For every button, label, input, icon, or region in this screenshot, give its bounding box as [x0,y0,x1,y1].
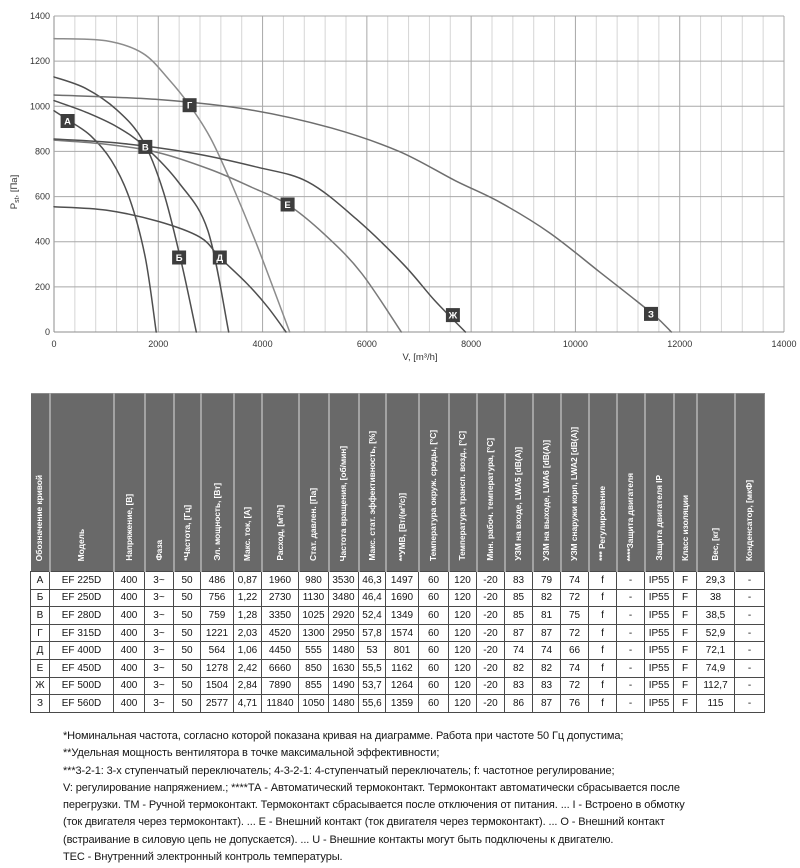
y-tick-label: 200 [34,281,50,292]
col-header-label: УЗМ на выходе, LWA6 [dB(A)] [541,440,552,561]
cell: EF 250D [50,589,114,607]
cell: 1497 [386,572,419,590]
col-header-1 [50,394,114,572]
curve-label-text: В [141,142,149,154]
cell: 60 [419,572,449,590]
col-header-label: **УМВ, [Вт/(м³/с)] [396,492,407,561]
curve-label-Г [183,98,197,112]
cell: 400 [114,624,145,642]
cell: 2577 [201,695,234,713]
cell: 759 [201,607,234,625]
col-header-9 [329,394,359,572]
cell: 850 [299,659,329,677]
col-header-10 [359,394,386,572]
cell: 1690 [386,589,419,607]
col-header-label: ****Защита двигателя [625,472,636,561]
cell: 1,28 [234,607,262,625]
cell: 855 [299,677,329,695]
cell: -20 [477,589,505,607]
col-header-label: Температура трансп. возд., [°C] [457,431,468,561]
cell: 75 [561,607,589,625]
col-header-16 [533,394,561,572]
curve-Г [54,39,290,332]
fan-curves-svg [0,0,800,372]
col-header-7 [262,394,299,572]
cell: 72 [561,624,589,642]
cell: 1162 [386,659,419,677]
performance-chart [0,0,800,372]
cell: - [617,677,645,695]
y-tick-label: 0 [44,327,50,337]
cell: - [735,695,765,713]
cell: 2730 [262,589,299,607]
cell: 60 [419,677,449,695]
y-tick-label: 600 [34,191,50,202]
col-header-label: Модель [76,528,87,561]
cell: 11840 [262,695,299,713]
col-header-23 [735,394,765,572]
col-header-5 [201,394,234,572]
table-row-Г [31,624,765,642]
cell: 85 [505,607,533,625]
table-row-Д [31,642,765,660]
cell: - [735,589,765,607]
col-header-19 [617,394,645,572]
cell: 1130 [299,589,329,607]
cell: 2950 [329,624,359,642]
cell: 3~ [145,642,174,660]
cell: 400 [114,589,145,607]
cell: 1960 [262,572,299,590]
col-header-label: Обозначение кривой [34,474,45,561]
cell: 1480 [329,642,359,660]
table-row-Б [31,589,765,607]
x-axis-label: V, [m³/h] [402,352,438,363]
cell: 1349 [386,607,419,625]
col-header-21 [674,394,697,572]
cell: 72,1 [697,642,735,660]
x-tick-label: 8000 [461,339,482,349]
curve-label-text: Г [186,100,193,112]
cell: IP55 [645,607,674,625]
cell: - [617,642,645,660]
cell: 3~ [145,624,174,642]
curve-label-text: Ж [448,310,458,322]
cell: 0,87 [234,572,262,590]
cell: -20 [477,642,505,660]
cell: 82 [505,659,533,677]
cell: f [589,695,617,713]
col-header-18 [589,394,617,572]
col-header-15 [505,394,533,572]
cell: 87 [505,624,533,642]
cell: -20 [477,624,505,642]
table-row-З [31,695,765,713]
cell: 74 [533,642,561,660]
cell: 38,5 [697,607,735,625]
col-header-label: *Частота, [Гц] [181,505,192,561]
footnotes [63,728,763,866]
cell: - [735,642,765,660]
cell: f [589,659,617,677]
col-header-label: Стат. давлен. [Па] [308,488,319,561]
col-header-4 [174,394,201,572]
cell: 2,03 [234,624,262,642]
cell: 3~ [145,677,174,695]
cell: 52,4 [359,607,386,625]
cell: 60 [419,607,449,625]
cell: 1300 [299,624,329,642]
cell: 50 [174,642,201,660]
cell: 1490 [329,677,359,695]
col-header-label: Расход, [м³/h] [274,505,285,561]
col-header-label: Защита двигателя IP [653,475,664,561]
x-tick-label: 14000 [771,339,797,349]
cell: IP55 [645,659,674,677]
x-tick-label: 2000 [148,339,169,349]
cell: 400 [114,572,145,590]
cell: - [735,572,765,590]
cell: 120 [449,607,477,625]
footnote-line: (ток двигателя через термоконтакт). ... Е - Внешний контакт (ток двигателя через термоконтакт). ... О - Внешний контакт [63,816,665,829]
cell: 76 [561,695,589,713]
cell: F [674,572,697,590]
cell: EF 280D [50,607,114,625]
x-tick-label: 4000 [252,339,273,349]
cell: IP55 [645,695,674,713]
y-tick-label: 1000 [29,101,50,112]
cell: f [589,624,617,642]
cell: 74 [561,572,589,590]
curve-label-text: Б [175,253,183,265]
col-header-label: Мин. рабоч. температура, [°C] [485,438,496,561]
col-header-0 [31,394,50,572]
cell: А [31,572,50,590]
cell: 120 [449,677,477,695]
cell: 50 [174,607,201,625]
cell: З [31,695,50,713]
cell: 1480 [329,695,359,713]
cell: В [31,607,50,625]
cell: IP55 [645,677,674,695]
cell: 50 [174,572,201,590]
y-tick-label: 1200 [29,56,50,67]
cell: 2920 [329,607,359,625]
col-header-8 [299,394,329,572]
footnote-line: перегрузки. ТМ - Ручной термоконтакт. Термоконтакт сбрасывается после отключения от питания. ... I - Встроено в обмотку [63,799,685,812]
cell: -20 [477,695,505,713]
cell: 85 [505,589,533,607]
cell: 1264 [386,677,419,695]
cell: f [589,642,617,660]
y-tick-label: 1400 [29,11,50,21]
cell: 60 [419,659,449,677]
cell: F [674,624,697,642]
cell: 120 [449,624,477,642]
cell: 60 [419,642,449,660]
cell: 87 [533,624,561,642]
cell: 1050 [299,695,329,713]
cell: - [617,624,645,642]
footnote-line: ***3-2-1: 3-х ступенчатый переключатель; 4-3-2-1: 4-ступенчатый переключатель; f: частотное регулирование; [63,764,615,777]
cell: 1574 [386,624,419,642]
footnote-line: (встраивание в силовую цепь не допускается). ... U - Внешние контакты могут быть подключены к двигателю. [63,833,614,846]
curve-label-Б [172,251,186,265]
cell: 3~ [145,572,174,590]
x-tick-label: 0 [51,339,57,349]
cell: 1221 [201,624,234,642]
cell: 120 [449,659,477,677]
cell: F [674,607,697,625]
cell: EF 225D [50,572,114,590]
cell: - [617,659,645,677]
curve-label-З [644,307,658,321]
cell: 112,7 [697,677,735,695]
cell: 83 [505,677,533,695]
cell: IP55 [645,642,674,660]
cell: - [735,677,765,695]
cell: 46,3 [359,572,386,590]
cell: 53 [359,642,386,660]
cell: - [735,624,765,642]
col-header-label: Частота вращения, [об/мин] [338,445,349,561]
cell: 400 [114,659,145,677]
cell: 120 [449,572,477,590]
cell: 50 [174,695,201,713]
cell: - [735,659,765,677]
col-header-label: Макс. стат. эффективность, [%] [366,431,377,561]
footnote-line: *Номинальная частота, согласно которой показана кривая на диаграмме. Работа при частоте 50 Гц допустима; [63,730,624,742]
col-header-label: Эл. мощность, [Вт] [211,483,222,561]
col-header-6 [234,394,262,572]
cell: 82 [533,589,561,607]
cell: 55,5 [359,659,386,677]
cell: 1630 [329,659,359,677]
cell: 60 [419,695,449,713]
cell: 2,42 [234,659,262,677]
cell: 2,84 [234,677,262,695]
col-header-3 [145,394,174,572]
curve-label-Ж [446,308,460,322]
cell: f [589,589,617,607]
cell: - [617,695,645,713]
cell: 74 [561,659,589,677]
cell: 60 [419,624,449,642]
table-row-А [31,572,765,590]
cell: 86 [505,695,533,713]
cell: 400 [114,677,145,695]
col-header-label: Класс изоляции [679,495,690,561]
col-header-11 [386,394,419,572]
cell: Б [31,589,50,607]
curve-Д [54,207,286,332]
cell: 115 [697,695,735,713]
cell: F [674,642,697,660]
footnote-line: ТЕС - Внутренний электронный контроль температуры. [63,851,343,864]
cell: 74,9 [697,659,735,677]
y-axis-label: $P_{st}$, [Па] [9,174,21,210]
cell: - [735,607,765,625]
cell: 46,4 [359,589,386,607]
x-tick-label: 10000 [562,339,588,349]
cell: 79 [533,572,561,590]
cell: EF 450D [50,659,114,677]
curve-label-text: Д [216,253,224,265]
cell: 3~ [145,659,174,677]
col-header-label: УЗМ снаружи корп, LWA2 [dB(A)] [569,427,580,561]
cell: F [674,589,697,607]
cell: 83 [533,677,561,695]
cell: f [589,572,617,590]
cell: EF 500D [50,677,114,695]
cell: 60 [419,589,449,607]
cell: 74 [505,642,533,660]
curve-label-В [138,140,152,154]
cell: 83 [505,572,533,590]
cell: 1504 [201,677,234,695]
cell: 4520 [262,624,299,642]
cell: 57,8 [359,624,386,642]
cell: 3~ [145,607,174,625]
curve-label-text: Е [284,199,291,211]
cell: 50 [174,659,201,677]
cell: 756 [201,589,234,607]
cell: 801 [386,642,419,660]
cell: 400 [114,607,145,625]
cell: EF 315D [50,624,114,642]
cell: 55,6 [359,695,386,713]
cell: 72 [561,589,589,607]
cell: 4450 [262,642,299,660]
cell: 50 [174,589,201,607]
x-tick-label: 12000 [667,339,693,349]
col-header-label: Конденсатор, [мкФ] [744,479,755,561]
col-header-label: Фаза [153,540,164,561]
spec-table [30,393,765,713]
cell: IP55 [645,624,674,642]
cell: 400 [114,695,145,713]
cell: 400 [114,642,145,660]
y-tick-label: 400 [34,236,50,247]
cell: EF 560D [50,695,114,713]
col-header-label: *** Регулирование [597,486,608,561]
curve-label-Д [213,251,227,265]
col-header-label: Вес, [кг] [710,528,721,561]
col-header-label: Напряжение, [В] [123,494,134,561]
cell: -20 [477,677,505,695]
col-header-14 [477,394,505,572]
cell: 1359 [386,695,419,713]
cell: 66 [561,642,589,660]
cell: 52,9 [697,624,735,642]
footnote-line: V: регулирование напряжением.; ****ТА - Автоматический термоконтакт. Термоконтакт автоматически сбрасывается после [63,781,680,794]
cell: -20 [477,659,505,677]
cell: F [674,695,697,713]
cell: 3~ [145,589,174,607]
cell: 3350 [262,607,299,625]
cell: 3~ [145,695,174,713]
cell: 486 [201,572,234,590]
cell: Е [31,659,50,677]
cell: 555 [299,642,329,660]
cell: - [617,607,645,625]
col-header-label: Температура окруж. среды, [°C] [428,429,439,561]
col-header-label: Макс. ток, [А] [242,506,253,561]
x-tick-label: 6000 [356,339,377,349]
cell: 3530 [329,572,359,590]
cell: Д [31,642,50,660]
col-header-22 [697,394,735,572]
cell: 6660 [262,659,299,677]
curve-label-text: А [64,116,71,128]
cell: 120 [449,642,477,660]
cell: -20 [477,607,505,625]
cell: 4,71 [234,695,262,713]
col-header-12 [419,394,449,572]
y-tick-label: 800 [34,146,50,157]
cell: 120 [449,589,477,607]
cell: 120 [449,695,477,713]
cell: 1025 [299,607,329,625]
cell: 1,22 [234,589,262,607]
table-row-Е [31,659,765,677]
cell: - [617,589,645,607]
cell: 1,06 [234,642,262,660]
col-header-2 [114,394,145,572]
cell: IP55 [645,572,674,590]
curve-label-text: З [648,309,655,321]
cell: f [589,607,617,625]
cell: 50 [174,624,201,642]
cell: -20 [477,572,505,590]
cell: 50 [174,677,201,695]
cell: 564 [201,642,234,660]
curve-З [54,95,671,332]
cell: F [674,659,697,677]
col-header-13 [449,394,477,572]
cell: 87 [533,695,561,713]
cell: EF 400D [50,642,114,660]
cell: - [617,572,645,590]
cell: 81 [533,607,561,625]
cell: f [589,677,617,695]
cell: IP55 [645,589,674,607]
cell: 38 [697,589,735,607]
col-header-17 [561,394,589,572]
cell: F [674,677,697,695]
spec-table-header-row [31,394,765,572]
cell: Г [31,624,50,642]
table-row-Ж [31,677,765,695]
cell: 72 [561,677,589,695]
curve-Е [54,140,401,332]
cell: Ж [31,677,50,695]
cell: 29,3 [697,572,735,590]
cell: 53,7 [359,677,386,695]
footnote-line: **Удельная мощность вентилятора в точке максимальной эффективности; [63,747,440,760]
cell: 82 [533,659,561,677]
curve-label-А [61,114,75,128]
table-row-В [31,607,765,625]
col-header-label: УЗМ на входе, LWA5 [dB(A)] [513,447,524,561]
cell: 980 [299,572,329,590]
cell: 7890 [262,677,299,695]
col-header-20 [645,394,674,572]
cell: 3480 [329,589,359,607]
cell: 1278 [201,659,234,677]
curve-label-Е [281,198,295,212]
